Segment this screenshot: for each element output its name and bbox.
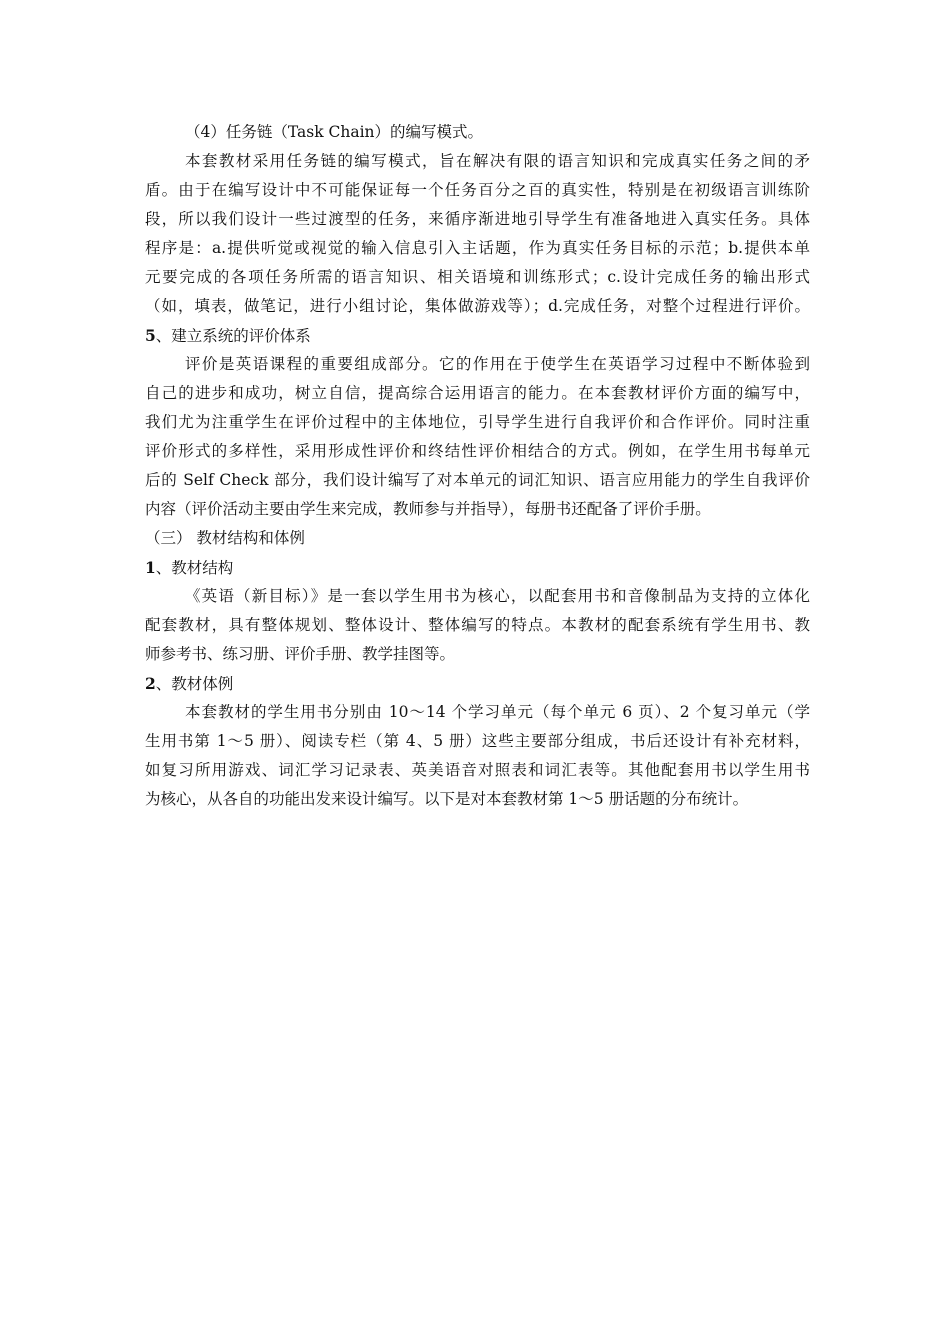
paragraph-line: 师参考书、练习册、评价手册、教学挂图等。 <box>145 645 456 663</box>
heading-text: 、教材结构 <box>155 559 234 577</box>
section-heading-format <box>145 669 810 698</box>
paragraph-line: 评价是英语课程的重要组成部分。它的作用在于使学生在英语学习过程中不断体验到 <box>185 355 810 373</box>
paragraph-line: 程序是：a.提供听觉或视觉的输入信息引入主话题，作为真实任务目标的示范；b.提供本单 <box>145 239 810 257</box>
paragraph-line: 盾。由于在编写设计中不可能保证每一个任务百分之百的真实性，特别是在初级语言训练阶 <box>145 181 810 199</box>
paragraph-evaluation <box>145 350 810 524</box>
section-heading-structure <box>145 553 810 582</box>
document-body <box>145 118 810 814</box>
paragraph-structure <box>145 582 810 669</box>
heading-text: 、建立系统的评价体系 <box>155 327 311 345</box>
section-heading-evaluation <box>145 321 810 350</box>
paragraph-format <box>145 698 810 814</box>
paragraph-line: 本套教材采用任务链的编写模式，旨在解决有限的语言知识和完成真实任务之间的矛 <box>185 152 810 170</box>
heading-text: 、教材体例 <box>155 675 234 693</box>
paragraph-line: 自己的进步和成功，树立自信，提高综合运用语言的能力。在本套教材评价方面的编写中， <box>145 384 810 402</box>
paragraph-line: （如，填表，做笔记，进行小组讨论，集体做游戏等）；d.完成任务，对整个过程进行评价。 <box>145 297 810 315</box>
paragraph-line: 《英语（新目标）》是一套以学生用书为核心，以配套用书和音像制品为支持的立体化 <box>185 587 810 605</box>
paragraph-line: 后的 Self Check 部分，我们设计编写了对本单元的词汇知识、语言应用能力的学生自我评价 <box>145 471 810 489</box>
paragraph-line: 元要完成的各项任务所需的语言知识、相关语境和训练形式；c.设计完成任务的输出形式 <box>145 268 810 286</box>
section-title-structure: （三） 教材结构和体例 <box>145 529 305 547</box>
paragraph-line: 本套教材的学生用书分别由 10～14 个学习单元（每个单元 6 页）、2 个复习单元（学 <box>185 703 810 721</box>
paragraph-line: 我们尤为注重学生在评价过程中的主体地位，引导学生进行自我评价和合作评价。同时注重 <box>145 413 810 431</box>
paragraph-line: 配套教材，具有整体规划、整体设计、整体编写的特点。本教材的配套系统有学生用书、教 <box>145 616 810 634</box>
paragraph-line: 为核心，从各自的功能出发来设计编写。以下是对本套教材第 1～5 册话题的分布统计。 <box>145 790 749 808</box>
paragraph-line: 生用书第 1～5 册）、阅读专栏（第 4、5 册）这些主要部分组成，书后还设计有补充材料， <box>145 732 810 750</box>
heading-number: 2 <box>145 674 156 693</box>
paragraph-task-chain <box>145 147 810 321</box>
paragraph-line: 内容（评价活动主要由学生来完成，教师参与并指导），每册书还配备了评价手册。 <box>145 500 711 518</box>
subsection-title: （4）任务链（Task Chain）的编写模式。 <box>185 123 484 141</box>
paragraph-line: 评价形式的多样性，采用形成性评价和终结性评价相结合的方式。例如，在学生用书每单元 <box>145 442 810 460</box>
heading-number: 5 <box>145 326 156 345</box>
paragraph-line: 如复习所用游戏、词汇学习记录表、英美语音对照表和词汇表等。其他配套用书以学生用书 <box>145 761 810 779</box>
paragraph-line: 段，所以我们设计一些过渡型的任务，来循序渐进地引导学生有准备地进入真实任务。具体 <box>145 210 810 228</box>
heading-number: 1 <box>145 558 156 577</box>
